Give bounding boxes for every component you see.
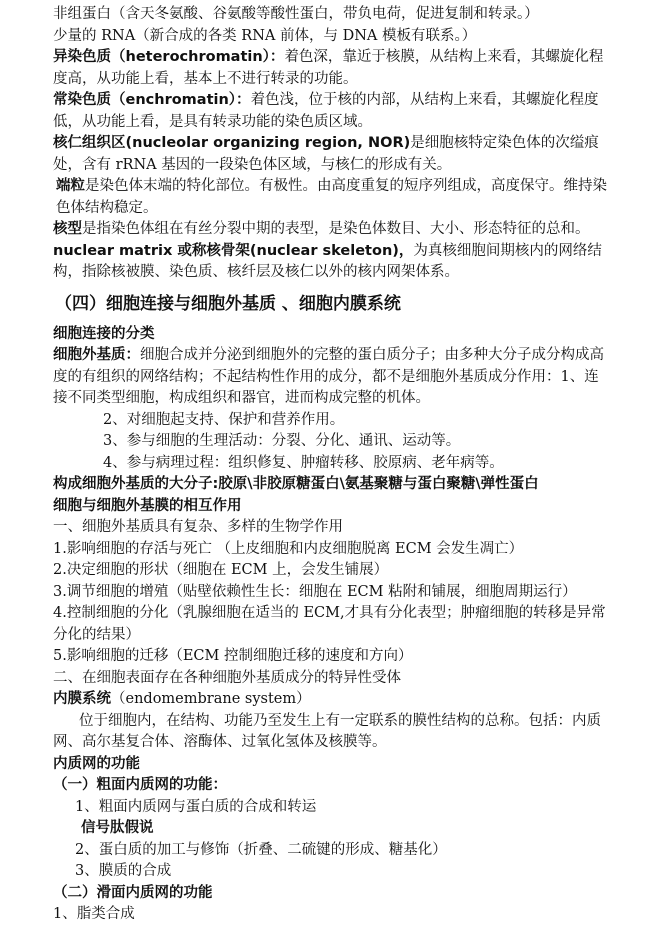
text-line: 非组蛋白（含天冬氨酸、谷氨酸等酸性蛋白，带负电荷，促进复制和转录。） <box>53 6 539 22</box>
term-nuclear-matrix: nuclear matrix 或称核骨架(nuclear skeleton)， <box>53 242 414 259</box>
term-euchromatin: 常染色质（enchromatin）： <box>53 92 251 108</box>
ecm-paragraph <box>53 345 608 410</box>
nuclear-matrix-paragraph <box>53 241 608 284</box>
rough-er-heading: （一）粗面内质网的功能： <box>53 777 227 793</box>
section-title: （四）细胞连接与细胞外基质 、细胞内膜系统 <box>55 293 401 314</box>
interaction-point: 二、在细胞表面存在各种细胞外基质成分的特异性受体 <box>53 669 401 686</box>
interaction-item: 3.调节细胞的增殖（贴壁依赖性生长：细胞在 ECM 粘附和铺展，细胞周期运行） <box>53 583 577 600</box>
term-ecm: 细胞外基质： <box>53 347 140 363</box>
euchromatin-paragraph <box>53 90 608 133</box>
interaction-item: 4.控制细胞的分化（乳腺细胞在适当的 ECM,才具有分化表型；肿瘤细胞的转移是异常分化的结果） <box>53 605 606 643</box>
endomembrane-heading: 内膜系统 <box>53 691 111 707</box>
text-line: 少量的 RNA（新合成的各类 RNA 前体，与 DNA 模板有联系。） <box>53 27 477 44</box>
interaction-item: 1.影响细胞的存活与死亡 （上皮细胞和内皮细胞脱离 ECM 会发生凋亡） <box>53 540 524 557</box>
junction-heading: 细胞连接的分类 <box>53 325 155 342</box>
signal-peptide-heading: 信号肽假说 <box>81 820 154 836</box>
ecm-macromolecules-heading: 构成细胞外基质的大分子:胶原\非胶原糖蛋白\氨基聚糖与蛋白聚糖\弹性蛋白 <box>53 476 539 492</box>
karyotype-paragraph <box>53 219 608 241</box>
interaction-item: 5.影响细胞的迁移（ECM 控制细胞迁移的速度和方向） <box>53 648 413 664</box>
term-nor: 核仁组织区(nucleolar organizing region, NOR) <box>53 135 411 151</box>
definition-text: 为真核细胞间期核内的网络结构，指除核被膜、染色质、核纤层及核仁以外的核内网架体系。 <box>53 242 602 280</box>
smooth-er-heading: （二）滑面内质网的功能 <box>53 884 213 901</box>
telomere-paragraph <box>53 176 608 219</box>
term-heterochromatin: 异染色质（heterochromatin）： <box>53 49 285 65</box>
interaction-heading: 细胞与细胞外基膜的相互作用 <box>53 497 242 514</box>
ecm-function-item: 4、参与病理过程：组织修复、肿瘤转移、胶原病、老年病等。 <box>103 454 504 471</box>
document-page <box>53 4 608 926</box>
definition-text: 着色浅，位于核的内部，从结构上来看，其螺旋化程度低，从功能上看，是具有转录功能的染色质区域。 <box>53 92 599 130</box>
definition-text: 细胞合成并分泌到细胞外的完整的蛋白质分子；由多种大分子成分构成高度的有组织的网络结构；不起结构性作用的成分，都不是细胞外基质成分作用：1、连接不同类型细胞，构成组织和器官，进而构成完整的机体。 <box>53 347 604 406</box>
rough-er-item: 1、粗面内质网与蛋白质的合成和转运 <box>75 798 317 815</box>
term-karyotype: 核型 <box>53 221 82 237</box>
ecm-function-item: 3、参与细胞的生理活动：分裂、分化、通讯、运动等。 <box>103 433 461 449</box>
ecm-function-item: 2、对细胞起支持、保护和营养作用。 <box>103 411 345 428</box>
endomembrane-heading-en: （endomembrane system） <box>111 691 311 707</box>
er-function-heading: 内质网的功能 <box>53 755 140 772</box>
interaction-point: 一、细胞外基质具有复杂、多样的生物学作用 <box>53 519 343 535</box>
rough-er-item: 3、膜质的合成 <box>75 863 172 879</box>
definition-text: 是指染色体组在有丝分裂中期的表型，是染色体数目、大小、形态特征的总和。 <box>82 221 590 237</box>
endomembrane-paragraph: 位于细胞内，在结构、功能乃至发生上有一定联系的膜性结构的总称。包括：内质网、高尔基复合体、溶酶体、过氧化氢体及核膜等。 <box>53 712 601 750</box>
smooth-er-item: 1、脂类合成 <box>53 906 135 922</box>
definition-text: 是染色体末端的特化部位。有极性。由高度重复的短序列组成，高度保守。维持染色体结构稳定。 <box>56 178 607 216</box>
interaction-item: 2.决定细胞的形状（细胞在 ECM 上，会发生铺展） <box>53 562 389 578</box>
heterochromatin-paragraph <box>53 47 608 90</box>
rough-er-item: 2、蛋白质的加工与修饰（折叠、二硫键的形成、糖基化） <box>75 841 447 858</box>
nor-paragraph <box>53 133 608 176</box>
endomembrane-heading-line <box>53 689 608 711</box>
definition-text: 着色深，靠近于核膜，从结构上来看，其螺旋化程度高，从功能上看，基本上不进行转录的功能。 <box>53 49 604 87</box>
term-telomere: 端粒 <box>56 178 85 194</box>
definition-text: 是细胞核特定染色体的次缢痕处，含有 rRNA 基因的一段染色体区域，与核仁的形成有关。 <box>53 135 599 173</box>
